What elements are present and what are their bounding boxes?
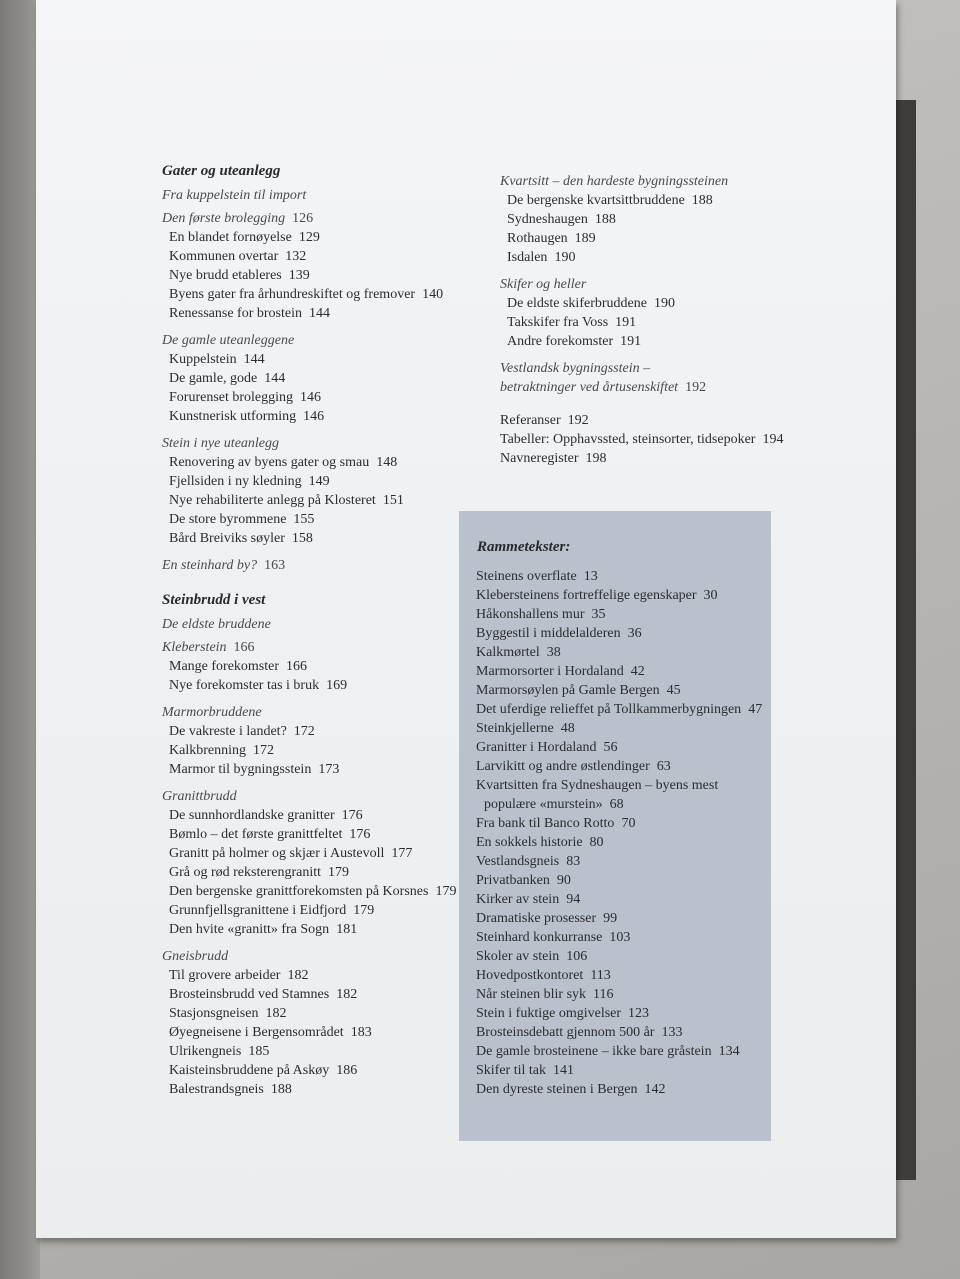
box-entry: Stein i fuktige omgivelser 123: [476, 1006, 650, 1021]
box-entry: Steinens overflate 13: [476, 569, 598, 584]
subsection-title: Granittbrudd: [162, 789, 237, 804]
toc-entry: Nye forekomster tas i bruk 169: [169, 678, 348, 693]
toc-list: [162, 453, 492, 548]
toc-list: [162, 350, 492, 426]
box-entry: Kvartsitten fra Sydneshaugen – byens mest: [476, 778, 719, 793]
box-entry: Klebersteinens fortreffelige egenskaper 30: [476, 588, 718, 603]
book-spine: [0, 0, 40, 1279]
toc-entry: Stasjonsgneisen 182: [169, 1006, 287, 1021]
toc-entry: En blandet fornøyelse 129: [169, 230, 320, 245]
toc-entry: Kaisteinsbruddene på Askøy 186: [169, 1063, 358, 1078]
toc-left-column: [162, 160, 492, 1099]
subsection-title: Stein i nye uteanlegg: [162, 436, 280, 451]
toc-entry: Referanser 192: [500, 413, 589, 428]
toc-entry: Renessanse for brostein 144: [169, 306, 330, 321]
toc-entry: Forurenset brolegging 146: [169, 390, 322, 405]
subsection-title: De gamle uteanleggene: [162, 333, 295, 348]
box-entry: Byggestil i middelalderen 36: [476, 626, 642, 641]
box-entry: Kalkmørtel 38: [476, 645, 561, 660]
toc-entry: Den bergenske granittforekomsten på Korsnes 179: [169, 884, 457, 899]
box-entry: Når steinen blir syk 116: [476, 987, 614, 1002]
toc-list: [162, 228, 492, 323]
toc-entry: De gamle, gode 144: [169, 371, 286, 386]
toc-entry: Den hvite «granitt» fra Sogn 181: [169, 922, 358, 937]
toc-entry: Renovering av byens gater og smau 148: [169, 455, 398, 470]
box-entry-continuation: populære «murstein» 68: [484, 797, 624, 812]
box-entry: De gamle brosteinene – ikke bare gråstein 134: [476, 1044, 740, 1059]
toc-back-matter: [500, 411, 820, 468]
toc-entry: Kunstnerisk utforming 146: [169, 409, 325, 424]
toc-entry: Brosteinsbrudd ved Stamnes 182: [169, 987, 358, 1002]
section-title: Steinbrudd i vest: [162, 592, 266, 608]
toc-entry: Rothaugen 189: [507, 231, 596, 246]
toc-entry: Tabeller: Opphavssted, steinsorter, tidsepoker 194: [500, 432, 784, 447]
box-entry: Vestlandsgneis 83: [476, 854, 581, 869]
toc-entry: De bergenske kvartsittbruddene 188: [507, 193, 713, 208]
box-entry: Skifer til tak 141: [476, 1063, 574, 1078]
box-entry: En sokkels historie 80: [476, 835, 604, 850]
subsection-title: En steinhard by? 163: [162, 558, 286, 573]
box-entry: Skoler av stein 106: [476, 949, 588, 964]
box-entry: Privatbanken 90: [476, 873, 571, 888]
toc-entry: De store byrommene 155: [169, 512, 315, 527]
subsection-title: Kleberstein 166: [162, 640, 255, 655]
toc-entry: Bømlo – det første granittfeltet 176: [169, 827, 371, 842]
toc-entry: Mange forekomster 166: [169, 659, 308, 674]
sidebar-box-title: Rammetekster:: [477, 539, 571, 555]
toc-entry: Navneregister 198: [500, 451, 607, 466]
subsection-title: betraktninger ved årtusenskiftet 192: [500, 380, 707, 395]
box-entry: Larvikitt og andre østlendinger 63: [476, 759, 671, 774]
toc-list: [162, 657, 492, 695]
box-entry: Hovedpostkontoret 113: [476, 968, 611, 983]
toc-entry: Ulrikengneis 185: [169, 1044, 270, 1059]
toc-right-column: [500, 172, 820, 468]
box-entry: Den dyreste steinen i Bergen 142: [476, 1082, 666, 1097]
box-entry: Marmorsorter i Hordaland 42: [476, 664, 645, 679]
toc-entry: Fjellsiden i ny kledning 149: [169, 474, 330, 489]
toc-entry: Nye rehabiliterte anlegg på Klosteret 151: [169, 493, 404, 508]
sidebar-box-list: [476, 567, 766, 1099]
toc-entry: Grå og rød reksterengranitt 179: [169, 865, 349, 880]
toc-entry: Takskifer fra Voss 191: [507, 315, 637, 330]
toc-entry: Grunnfjellsgranittene i Eidfjord 179: [169, 903, 375, 918]
box-entry: Det uferdige relieffet på Tollkammerbygningen 47: [476, 702, 763, 717]
subsection-title: De eldste bruddene: [162, 617, 271, 632]
subsection-title: Kvartsitt – den hardeste bygningssteinen: [500, 174, 729, 189]
box-entry: Marmorsøylen på Gamle Bergen 45: [476, 683, 681, 698]
toc-entry: Marmor til bygningsstein 173: [169, 762, 340, 777]
toc-entry: Granitt på holmer og skjær i Austevoll 177: [169, 846, 413, 861]
subsection-title: Gneisbrudd: [162, 949, 229, 964]
toc-entry: Sydneshaugen 188: [507, 212, 616, 227]
toc-entry: De eldste skiferbruddene 190: [507, 296, 675, 311]
toc-entry: Kalkbrenning 172: [169, 743, 274, 758]
toc-entry: De vakreste i landet? 172: [169, 724, 315, 739]
box-entry: Granitter i Hordaland 56: [476, 740, 618, 755]
toc-entry: Til grovere arbeider 182: [169, 968, 309, 983]
box-entry: Brosteinsdebatt gjennom 500 år 133: [476, 1025, 683, 1040]
box-entry: Steinhard konkurranse 103: [476, 930, 631, 945]
subsection-title: Den første brolegging 126: [162, 211, 314, 226]
toc-list: [500, 191, 820, 267]
toc-entry: Balestrandsgneis 188: [169, 1082, 292, 1097]
toc-list: [500, 294, 820, 351]
subsection-title: Marmorbruddene: [162, 705, 262, 720]
toc-entry: De sunnhordlandske granitter 176: [169, 808, 363, 823]
box-entry: Kirker av stein 94: [476, 892, 581, 907]
toc-entry: Byens gater fra århundreskiftet og fremover 140: [169, 287, 444, 302]
toc-list: [162, 806, 492, 939]
toc-entry: Kuppelstein 144: [169, 352, 265, 367]
toc-entry: Andre forekomster 191: [507, 334, 642, 349]
toc-entry: Isdalen 190: [507, 250, 576, 265]
subsection-title: Vestlandsk bygningsstein –: [500, 361, 651, 376]
box-entry: Håkonshallens mur 35: [476, 607, 606, 622]
box-entry: Dramatiske prosesser 99: [476, 911, 618, 926]
toc-entry: Kommunen overtar 132: [169, 249, 307, 264]
toc-entry: Bård Breiviks søyler 158: [169, 531, 313, 546]
box-entry: Steinkjellerne 48: [476, 721, 575, 736]
box-entry: Fra bank til Banco Rotto 70: [476, 816, 636, 831]
subsection-title: Skifer og heller: [500, 277, 587, 292]
toc-list: [162, 966, 492, 1099]
subsection-title: Fra kuppelstein til import: [162, 188, 307, 203]
toc-entry: Nye brudd etableres 139: [169, 268, 310, 283]
toc-entry: Øyegneisene i Bergensområdet 183: [169, 1025, 372, 1040]
section-title: Gater og uteanlegg: [162, 163, 281, 179]
toc-list: [162, 722, 492, 779]
sidebar-box: [459, 511, 771, 1141]
